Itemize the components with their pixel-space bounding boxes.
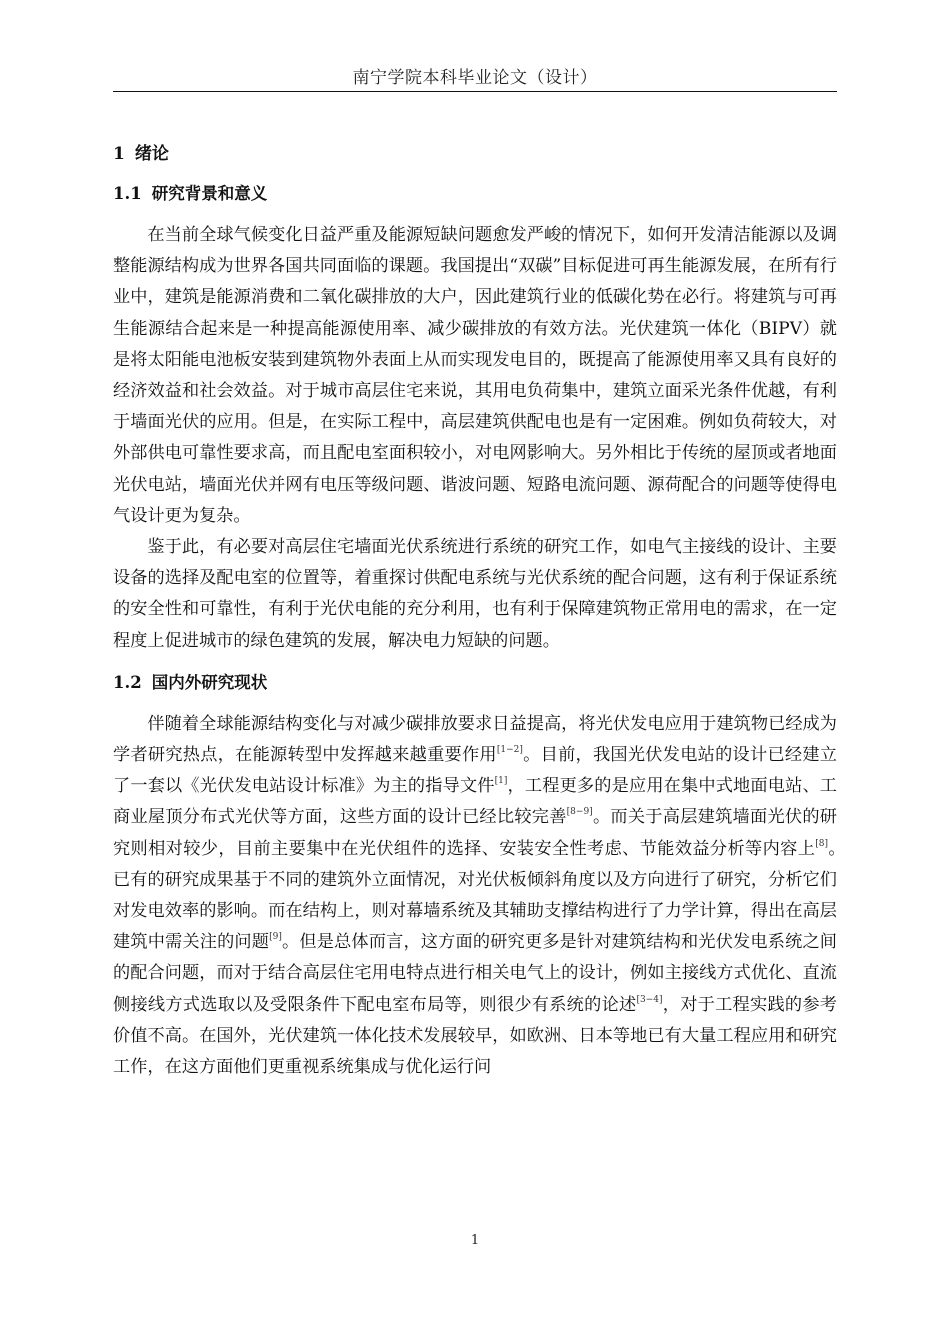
- section-number: 1: [113, 144, 125, 164]
- header-rule: [113, 91, 837, 92]
- subsection-title: 国内外研究现状: [151, 672, 268, 692]
- paragraph-background: 在当前全球气候变化日益严重及能源短缺问题愈发严峻的情况下，如何开发清洁能源以及调整能源结构成为世界各国共同面临的课题。我国提出“双碳”目标促进可再生能源发展，在所有行业中，建筑是能源消费和二氧化碳排放的大户，因此建筑行业的低碳化势在必行。将建筑与可再生能源结合起来是一种提高能源使用率、减少碳排放的有效方法。光伏建筑一体化（BIPV）就是将太阳能电池板安装到建筑物外表面上从而实现发电目的，既提高了能源使用率又具有良好的经济效益和社会效益。对于城市高层住宅来说，其用电负荷集中，建筑立面采光条件优越，有利于墙面光伏的应用。但是，在实际工程中，高层建筑供配电也是有一定困难。例如负荷较大，对外部供电可靠性要求高，而且配电室面积较小，对电网影响大。另外相比于传统的屋顶或者地面光伏电站，墙面光伏并网有电压等级问题、谐波问题、短路电流问题、源荷配合的问题等使得电气设计更为复杂。: [113, 225, 837, 526]
- paragraph-significance: 鉴于此，有必要对高层住宅墙面光伏系统进行系统的研究工作，如电气主接线的设计、主要设备的选择及配电室的位置等，着重探讨供配电系统与光伏系统的配合问题，这有利于保证系统的安全性和可靠性，有利于光伏电能的充分利用，也有利于保障建筑物正常用电的需求，在一定程度上促进城市的绿色建筑的发展，解决电力短缺的问题。: [113, 537, 837, 651]
- text-segment: 。而关于高层建筑墙面光伏的研究则相对较少，目前主要集中在光伏组件的选择、安装安全性考虑、节能效益分析等内容上: [113, 807, 837, 859]
- citation: [8−9]: [566, 807, 593, 818]
- citation: [8]: [815, 838, 829, 849]
- subsection-heading-1-1: [113, 178, 837, 210]
- paragraph-research-status: [113, 709, 855, 1083]
- body-content: [113, 138, 855, 1083]
- page-number: 1: [470, 1233, 480, 1248]
- subsection-number: 1.2: [113, 672, 142, 692]
- subsection-heading-1-2: [113, 667, 837, 699]
- citation: [1−2]: [496, 745, 523, 756]
- section-heading-1: [113, 138, 837, 170]
- citation: [1]: [494, 776, 508, 787]
- text-segment: ，对于工程实践的参考价值不高。在国外，光伏建筑一体化技术发展较早，如欧洲、日本等地已有大量工程应用和研究工作，在这方面他们更重视系统集成与优化运行问: [113, 994, 837, 1078]
- section-title: 绪论: [134, 144, 169, 164]
- text-segment: ，工程更多的是应用在集中式地面电站、工商业屋顶分布式光伏等方面，这些方面的设计已经比较完善: [113, 776, 837, 828]
- text-segment: 。但是总体而言，这方面的研究更多是针对建筑结构和光伏发电系统之间的配合问题，而对于结合高层住宅用电特点进行相关电气上的设计，例如主接线方式优化、直流侧接线方式选取以及受限条件下配电室布局等，则很少有系统的论述: [113, 932, 837, 1015]
- citation: [9]: [269, 932, 282, 943]
- text-segment: 。 已有的研究成果基于不同的建筑外立面情况，对光伏板倾斜角度以及方向进行了研究，分析它们对发电效率的影响。而在结构上，则对幕墙系统及其辅助支撑结构进行了力学计算，得出在高层建筑中需关注的问题: [113, 838, 855, 953]
- page-header: 南宁学院本科毕业论文（设计）: [352, 68, 598, 88]
- text-segment: 。目前，我国光伏发电站的设计已经建立了一套以《光伏发电站设计标准》为主的指导文件: [113, 745, 837, 797]
- subsection-title: 研究背景和意义: [151, 184, 268, 203]
- citation: [3−4]: [636, 994, 663, 1005]
- subsection-number: 1.1: [113, 184, 142, 203]
- text-segment: 伴随着全球能源结构变化与对减少碳排放要求日益提高，将光伏发电应用于建筑物已经成为学者研究热点，在能源转型中发挥越来越重要作用: [113, 713, 837, 766]
